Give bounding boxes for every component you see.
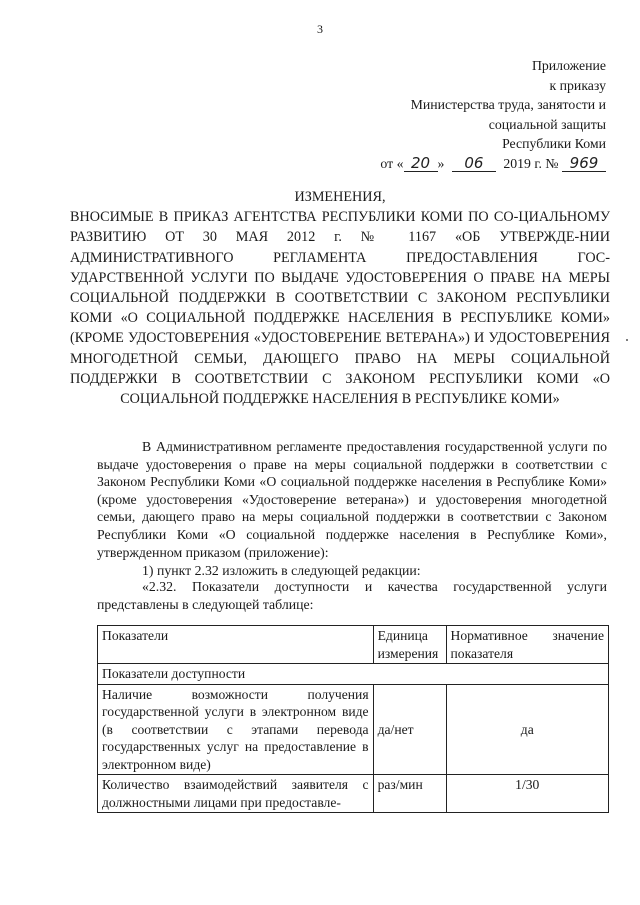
table-section-row [98,664,609,685]
handwritten-day: 20 [404,155,438,172]
table-row [98,684,609,775]
header-unit: Единица измерения [373,626,446,664]
indicator-cell: Наличие возможности получения государственной услуги в электронном виде (в соответствии с этапами перевода государственных услуг на предоставление в электронном виде) [98,684,374,775]
unit-cell: да/нет [373,684,446,775]
intro-paragraph: В Административном регламенте предоставления государственной услуги по выдаче удостоверения о праве на меры социальной поддержки в соответствии с Законом Республики Коми «О социальной поддержке населения в Республике Коми» (кроме удостоверения «Удостоверение ветерана») и удостоверения многодетной семьи, дающего право на меры социальной поддержки в соответствии с Законом Республики Коми «О социальной поддержке населения в Республике Коми», утвержденном приказом (приложение): [97,439,607,560]
header-normative-value: Нормативное значение показателя [446,626,608,664]
appendix-line: Министерства труда, занятости и [410,97,606,112]
order-date-line [380,154,606,174]
item-1-paragraph: 1) пункт 2.32 изложить в следующей редакции: [142,563,421,578]
item-2-32-paragraph: «2.32. Показатели доступности и качества государственной услуги представлены в следующей таблице: [97,579,607,612]
unit-cell: раз/мин [373,775,446,813]
appendix-line: к приказу [549,77,606,93]
value-cell: 1/30 [446,775,608,813]
title-body: ВНОСИМЫЕ В ПРИКАЗ АГЕНТСТВА РЕСПУБЛИКИ КОМИ ПО СО-ЦИАЛЬНОМУ РАЗВИТИЮ ОТ 30 МАЯ 2012 г. № 1167 «ОБ УТВЕРЖДЕ-НИИ АДМИНИСТРАТИВНОГО РЕГЛАМЕНТА ПРЕДОСТАВЛЕНИЯ ГОС-УДАРСТВЕННОЙ УСЛУГИ ПО ВЫДАЧЕ УДОСТОВЕРЕНИЯ О ПРАВЕ НА МЕРЫ СОЦИАЛЬНОЙ ПОДДЕРЖКИ В СООТВЕТСТВИИ С ЗАКОНОМ РЕСПУБЛИКИ КОМИ «О СОЦИАЛЬНОЙ ПОДДЕРЖКЕ НАСЕЛЕНИЯ В РЕСПУБЛИКЕ КОМИ» (КРОМЕ УДОСТОВЕРЕНИЯ «УДОСТОВЕРЕНИЕ ВЕТЕРАНА») И УДОСТОВЕРЕНИЯ МНОГОДЕТНОЙ СЕМЬИ, ДАЮЩЕГО ПРАВО НА МЕРЫ СОЦИАЛЬНОЙ ПОДДЕРЖКИ В СООТВЕТСТВИИ С ЗАКОНОМ РЕСПУБЛИКИ КОМИ «О СОЦИАЛЬНОЙ ПОДДЕРЖКЕ НАСЕЛЕНИЯ В РЕСПУБЛИКЕ КОМИ» [70,209,610,408]
date-mid: » [437,155,445,171]
indicators-table [97,625,609,813]
value-cell: да [446,684,608,775]
appendix-line: социальной защиты [488,116,606,132]
section-accessibility: Показатели доступности [98,664,609,685]
appendix-line: Республики Коми [502,136,606,151]
header-indicators: Показатели [98,626,374,664]
appendix-line: Приложение [531,58,606,73]
date-prefix: от « [380,155,404,171]
title-heading: ИЗМЕНЕНИЯ, [294,189,386,205]
table-header-row [98,626,609,664]
handwritten-month: 06 [452,155,496,172]
page-number: 3 [317,22,323,36]
indicator-cell: Количество взаимодействий заявителя с должностными лицами при предоставле- [98,775,374,813]
table-row [98,775,609,813]
handwritten-order-number: 969 [562,155,606,172]
appendix-block [380,56,606,173]
date-year: 2019 г. № [503,155,559,171]
document-title [70,187,610,409]
scan-speck [626,339,628,341]
